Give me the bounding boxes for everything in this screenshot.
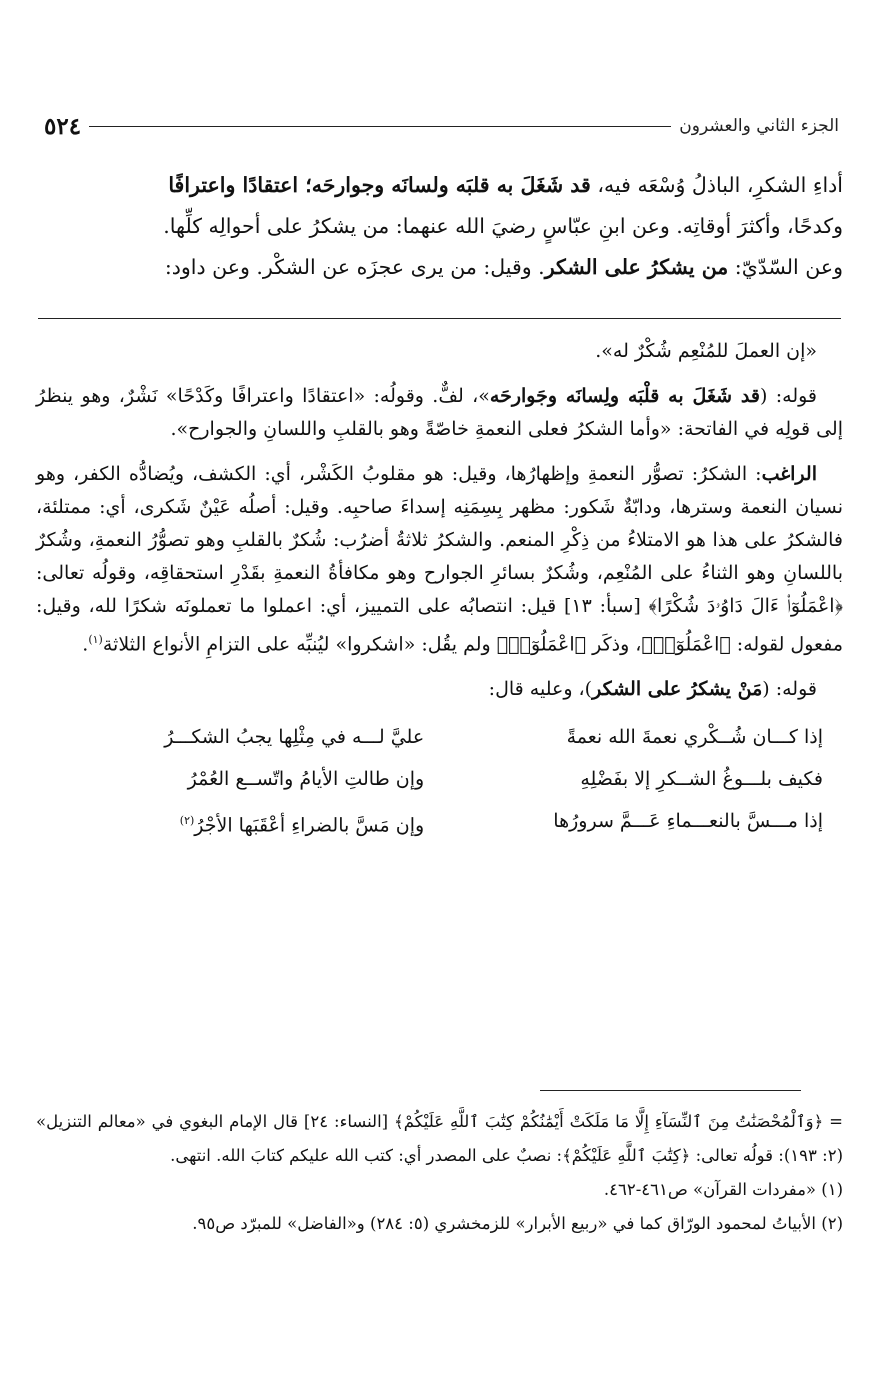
commentary	[36, 335, 843, 847]
commentary-p2	[36, 380, 843, 446]
footnote-ref-1: (١)	[88, 633, 103, 646]
p4-a: قوله: (	[762, 678, 817, 701]
p3-text: : الشكرُ: تصوُّر النعمةِ وإظهارُها، وقيل: هو مقلوبُ الكَشْر، أي: الكشف، ويُضادُّه الكفر، وهو نسيان النعمة وسترها، ودابّةٌ شَكور: مظهر بِسِمَنِه إسداءَ صاحبِه. وقيل: أصلُه عَيْنٌ شَكرى، أي: ممتلئة، فالشكرُ على هذا هو الامتلاءُ من ذِكْرِ المنعم. والشكرُ ثلاثةُ أضرُب: شُكرٌ بالقلبِ وهو تصوُّرُ النعمةِ، وشُكرٌ باللسانِ وهو الثناءُ على المُنْعِم، وشُكرٌ بسائرِ الجوارح وهو مكافأةُ النعمةِ بقَدْرِ استحقاقِه، وقولُه تعالى: ﴿اعْمَلُوٓا۟ ءَالَ دَاوُۥدَ شُكْرًا﴾ [سبأ: ١٣] قيل: انتصابُه على التمييز، أي: اعملوا ما تعملونَه شكرًا لله، وقيل: مفعول لقوله: ﴿اعْمَلُوٓا۟﴾، وذكَر ﴿اعْمَلُوٓا۟﴾ ولم يقُل: «اشكروا» ليُنبِّه على التزامِ الأنواع الثلاثة	[36, 463, 843, 656]
commentary-p1: «إن العملَ للمُنْعِم شُكْرٌ له».	[595, 340, 817, 362]
main-line-3-a: وعن السّدّيّ:	[728, 255, 843, 279]
page-number: ٥٢٤	[44, 112, 82, 140]
main-line-3-c: . وقيل: من يرى عجزَه عن الشكْر. وعن داود:	[164, 255, 545, 279]
main-line-1	[36, 165, 843, 206]
footnote-continuation: = ﴿وَٱلْمُحْصَنَٰتُ مِنَ ٱلنِّسَآءِ إِلَّا مَا مَلَكَتْ أَيْمَٰنُكُمْ كِتَٰبَ ٱللَّهِ عَلَيْكُمْ﴾ [النساء: ٢٤] قال الإمام البغوي في «معالم التنزيل» (٢: ١٩٣): قولُه تعالى: ﴿كِتَٰبَ ٱللَّهِ عَلَيْكُمْ﴾: نصبٌ على المصدر أي: كتب الله عليكم كتابَ الله. انتهى.	[36, 1112, 843, 1165]
verse-hemistich-first: إذا كـــان شُــكْري نعمةَ الله نعمةً	[566, 726, 823, 749]
page-header	[34, 110, 845, 142]
verse-hemistich-first: إذا مـــسَّ بالنعـــماءِ عَـــمَّ سرورُها	[553, 810, 823, 833]
p2-a: قوله: (	[760, 385, 818, 407]
verse-hemistich-second: عليَّ لـــه في مِثْلِها يجبُ الشكـــرُ	[164, 726, 425, 749]
p4-bold: مَنْ يشكرُ على الشكر	[592, 678, 763, 701]
p2-c: »، لفٌّ. وقولُه: «اعتقادًا واعترافًا وكَدْحًا» نَشْرٌ، وهو ينظرُ إلى قولِه في الفاتحة: «وأما الشكرُ فعلى النعمةِ خاصّةً وهو بالقلبِ واللسانِ والجوارح».	[36, 385, 843, 440]
main-line-2: وكدحًا، وأكثرَ أوقاتِه. وعن ابنِ عبّاسٍ رضيَ الله عنهما: من يشكرُ على أحوالِه كلِّها.	[163, 214, 843, 238]
p2-bold: قد شَغَلَ به قلْبَه ولِسانَه وجَوارحَه	[489, 385, 760, 407]
footnote-ref-2: (٢)	[179, 814, 195, 828]
footnotes	[36, 1105, 843, 1241]
poem-verse	[36, 716, 843, 758]
verse-hemistich-second: وإن طالتِ الأيامُ واتّســع العُمْرُ	[187, 768, 425, 791]
poem-verse	[36, 800, 843, 846]
main-text	[36, 165, 843, 288]
p3-bold: الراغب	[761, 463, 817, 485]
main-line-3	[36, 247, 843, 288]
main-separator	[38, 318, 841, 319]
p4-c: )، وعليه قال:	[488, 678, 593, 701]
verse-hemistich-second	[56, 800, 424, 846]
footnote-2: (٢) الأبياتُ لمحمود الورّاق كما في «ربيع الأبرار» للزمخشري (٥: ٢٨٤) و«الفاضل» للمبرّد ص٩٥.	[192, 1214, 843, 1233]
poem	[36, 716, 843, 846]
main-line-1-bold: قد شَغَلَ به قلبَه ولسانَه وجوارحَه؛ اعتقادًا واعترافًا	[168, 173, 591, 197]
footnote-separator	[540, 1090, 801, 1091]
header-rule	[89, 126, 671, 127]
commentary-p3: الراغب: الشكرُ: تصوُّر النعمةِ وإظهارُها، وقيل: هو مقلوبُ الكَشْر، أي: الكشف، ويُضادُّه الكفر، وهو نسيان النعمة وسترها، ودابّةٌ شَكور: مظهر بِسِمَنِه إسداءَ صاحبِه. وقيل: أصلُه عَيْنٌ شَكرى، أي: ممتلئة، فالشكرُ على هذا هو الامتلاءُ من ذِكْرِ المنعم. والشكرُ ثلاثةُ أضرُب: شُكرٌ بالقلبِ وهو تصوُّرُ النعمةِ، وشُكرٌ باللسانِ وهو الثناءُ على المُنْعِم، وشُكرٌ بسائرِ الجوارح وهو مكافأةُ النعمةِ بقَدْرِ استحقاقِه، وقولُه تعالى: ﴿اعْمَلُوٓا۟ ءَالَ دَاوُۥدَ شُكْرًا﴾ [سبأ: ١٣] قيل: انتصابُه على التمييز، أي: اعملوا ما تعملونَه شكرًا لله، وقيل: مفعول لقوله: ﴿اعْمَلُوٓا۟﴾، وذكَر ﴿اعْمَلُوٓا۟﴾ ولم يقُل: «اشكروا» ليُنبِّه على التزامِ الأنواع الثلاثة$^{(١)}$.	[36, 463, 843, 656]
poem-verse	[36, 758, 843, 800]
running-title: الجزء الثاني والعشرون	[679, 116, 839, 136]
main-line-1-a: أداءِ الشكرِ، الباذلُ وُسْعَه فيه،	[590, 173, 843, 197]
verse-hemistich-first: فكيف بلـــوغُ الشــكرِ إلا بفَضْلِهِ	[580, 768, 823, 791]
verse-text: وإن مَسَّ بالضراءِ أعْقَبَها الأجْرُ	[194, 814, 425, 837]
main-line-3-bold: من يشكرُ على الشكر	[544, 255, 729, 279]
commentary-p4	[36, 673, 843, 706]
footnote-1: (١) «مفردات القرآن» ص٤٦١-٤٦٢.	[603, 1180, 843, 1199]
